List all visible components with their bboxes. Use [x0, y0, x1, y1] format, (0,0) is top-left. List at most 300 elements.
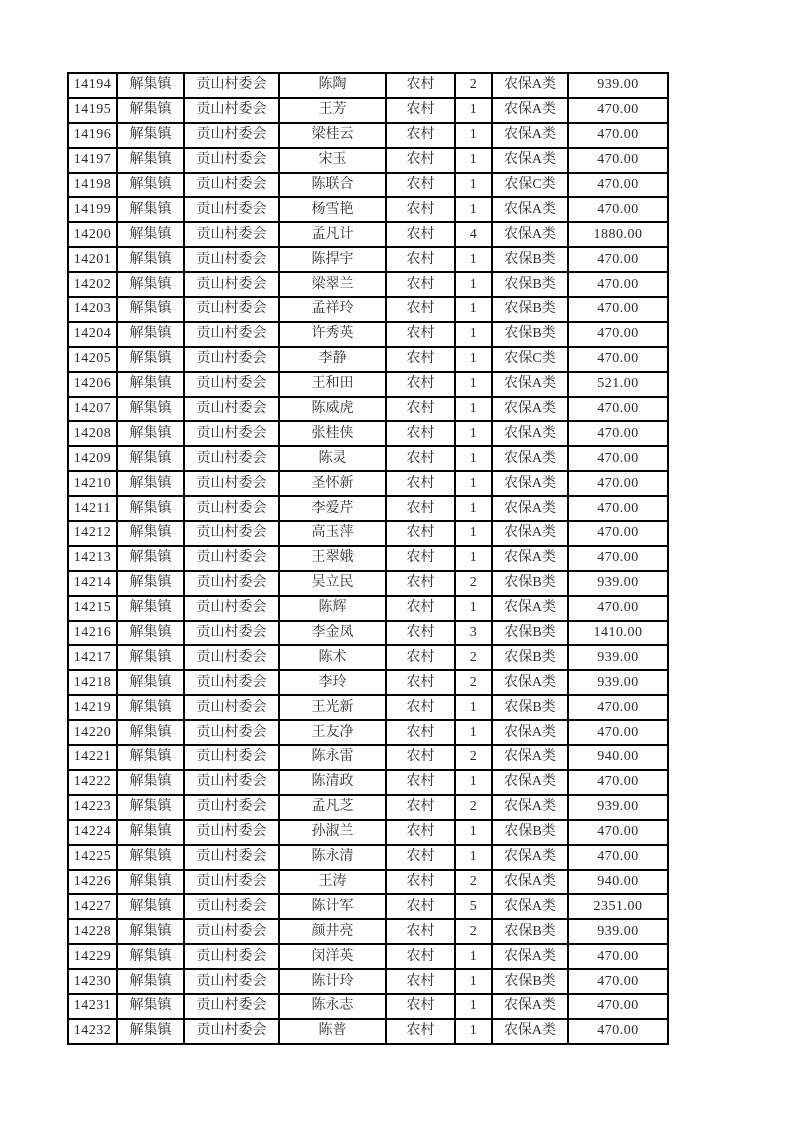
cell-village: 贡山村委会: [184, 471, 279, 496]
cell-amount: 470.00: [568, 994, 668, 1019]
cell-village: 贡山村委会: [184, 123, 279, 148]
cell-count: 1: [455, 173, 492, 198]
cell-town: 解集镇: [117, 969, 184, 994]
cell-village: 贡山村委会: [184, 745, 279, 770]
cell-type: 农村: [386, 720, 455, 745]
cell-count: 2: [455, 670, 492, 695]
cell-type: 农村: [386, 795, 455, 820]
cell-id: 14204: [68, 322, 117, 347]
cell-category: 农保A类: [492, 894, 568, 919]
cell-category: 农保A类: [492, 496, 568, 521]
cell-amount: 470.00: [568, 1019, 668, 1044]
cell-name: 陈辉: [279, 596, 386, 621]
cell-type: 农村: [386, 571, 455, 596]
cell-type: 农村: [386, 919, 455, 944]
table-body: [68, 73, 668, 1044]
cell-count: 2: [455, 645, 492, 670]
cell-id: 14220: [68, 720, 117, 745]
cell-village: 贡山村委会: [184, 496, 279, 521]
cell-town: 解集镇: [117, 795, 184, 820]
cell-category: 农保B类: [492, 645, 568, 670]
cell-name: 孙淑兰: [279, 820, 386, 845]
table-row: [68, 1019, 668, 1044]
cell-name: 陈捍宇: [279, 247, 386, 272]
cell-id: 14212: [68, 521, 117, 546]
cell-village: 贡山村委会: [184, 372, 279, 397]
cell-village: 贡山村委会: [184, 347, 279, 372]
cell-category: 农保A类: [492, 770, 568, 795]
cell-name: 李金凤: [279, 621, 386, 646]
table-row: [68, 745, 668, 770]
cell-id: 14224: [68, 820, 117, 845]
cell-id: 14203: [68, 297, 117, 322]
cell-amount: 939.00: [568, 795, 668, 820]
cell-town: 解集镇: [117, 720, 184, 745]
cell-id: 14214: [68, 571, 117, 596]
cell-village: 贡山村委会: [184, 870, 279, 895]
cell-count: 1: [455, 969, 492, 994]
cell-count: 1: [455, 322, 492, 347]
cell-id: 14222: [68, 770, 117, 795]
cell-village: 贡山村委会: [184, 969, 279, 994]
cell-amount: 521.00: [568, 372, 668, 397]
cell-village: 贡山村委会: [184, 197, 279, 222]
cell-id: 14205: [68, 347, 117, 372]
cell-amount: 939.00: [568, 919, 668, 944]
cell-type: 农村: [386, 496, 455, 521]
cell-count: 1: [455, 446, 492, 471]
cell-town: 解集镇: [117, 247, 184, 272]
cell-type: 农村: [386, 994, 455, 1019]
cell-amount: 470.00: [568, 720, 668, 745]
cell-id: 14218: [68, 670, 117, 695]
cell-category: 农保A类: [492, 546, 568, 571]
table-row: [68, 347, 668, 372]
cell-type: 农村: [386, 322, 455, 347]
table-row: [68, 820, 668, 845]
cell-village: 贡山村委会: [184, 247, 279, 272]
cell-id: 14221: [68, 745, 117, 770]
cell-type: 农村: [386, 222, 455, 247]
cell-name: 李爱芹: [279, 496, 386, 521]
cell-village: 贡山村委会: [184, 845, 279, 870]
cell-town: 解集镇: [117, 820, 184, 845]
cell-amount: 470.00: [568, 695, 668, 720]
table-row: [68, 98, 668, 123]
cell-type: 农村: [386, 770, 455, 795]
table-row: [68, 496, 668, 521]
cell-category: 农保A类: [492, 845, 568, 870]
cell-village: 贡山村委会: [184, 421, 279, 446]
cell-count: 1: [455, 421, 492, 446]
cell-type: 农村: [386, 695, 455, 720]
cell-village: 贡山村委会: [184, 148, 279, 173]
cell-id: 14223: [68, 795, 117, 820]
cell-village: 贡山村委会: [184, 944, 279, 969]
cell-name: 许秀英: [279, 322, 386, 347]
cell-town: 解集镇: [117, 421, 184, 446]
cell-category: 农保B类: [492, 247, 568, 272]
cell-village: 贡山村委会: [184, 272, 279, 297]
cell-amount: 470.00: [568, 446, 668, 471]
cell-count: 1: [455, 720, 492, 745]
cell-type: 农村: [386, 894, 455, 919]
cell-id: 14217: [68, 645, 117, 670]
cell-id: 14232: [68, 1019, 117, 1044]
table-row: [68, 372, 668, 397]
cell-town: 解集镇: [117, 272, 184, 297]
cell-category: 农保A类: [492, 521, 568, 546]
cell-amount: 2351.00: [568, 894, 668, 919]
table-row: [68, 645, 668, 670]
cell-name: 陈永雷: [279, 745, 386, 770]
cell-id: 14227: [68, 894, 117, 919]
cell-village: 贡山村委会: [184, 820, 279, 845]
cell-amount: 470.00: [568, 845, 668, 870]
cell-category: 农保B类: [492, 695, 568, 720]
cell-count: 1: [455, 845, 492, 870]
cell-amount: 470.00: [568, 98, 668, 123]
cell-id: 14213: [68, 546, 117, 571]
cell-town: 解集镇: [117, 670, 184, 695]
table-row: [68, 596, 668, 621]
cell-category: 农保B类: [492, 272, 568, 297]
cell-count: 1: [455, 944, 492, 969]
cell-name: 陈永清: [279, 845, 386, 870]
cell-amount: 470.00: [568, 272, 668, 297]
cell-count: 2: [455, 795, 492, 820]
cell-count: 1: [455, 596, 492, 621]
cell-name: 高玉萍: [279, 521, 386, 546]
cell-category: 农保B类: [492, 820, 568, 845]
cell-name: 闵洋英: [279, 944, 386, 969]
cell-type: 农村: [386, 596, 455, 621]
cell-category: 农保B类: [492, 919, 568, 944]
table-row: [68, 123, 668, 148]
cell-village: 贡山村委会: [184, 571, 279, 596]
cell-name: 王和田: [279, 372, 386, 397]
table-row: [68, 994, 668, 1019]
cell-town: 解集镇: [117, 496, 184, 521]
cell-id: 14219: [68, 695, 117, 720]
cell-amount: 470.00: [568, 421, 668, 446]
cell-town: 解集镇: [117, 148, 184, 173]
cell-id: 14231: [68, 994, 117, 1019]
cell-type: 农村: [386, 297, 455, 322]
cell-name: 陈计玲: [279, 969, 386, 994]
table-row: [68, 919, 668, 944]
cell-town: 解集镇: [117, 596, 184, 621]
cell-id: 14198: [68, 173, 117, 198]
cell-amount: 470.00: [568, 347, 668, 372]
table-row: [68, 870, 668, 895]
cell-name: 王翠娥: [279, 546, 386, 571]
cell-name: 梁翠兰: [279, 272, 386, 297]
cell-name: 陈计军: [279, 894, 386, 919]
cell-name: 王光新: [279, 695, 386, 720]
cell-type: 农村: [386, 670, 455, 695]
cell-amount: 470.00: [568, 297, 668, 322]
cell-amount: 470.00: [568, 944, 668, 969]
cell-category: 农保B类: [492, 297, 568, 322]
cell-name: 杨雪艳: [279, 197, 386, 222]
cell-id: 14208: [68, 421, 117, 446]
cell-village: 贡山村委会: [184, 994, 279, 1019]
cell-town: 解集镇: [117, 123, 184, 148]
cell-village: 贡山村委会: [184, 521, 279, 546]
cell-id: 14226: [68, 870, 117, 895]
cell-name: 王友净: [279, 720, 386, 745]
cell-type: 农村: [386, 820, 455, 845]
cell-town: 解集镇: [117, 546, 184, 571]
cell-type: 农村: [386, 521, 455, 546]
cell-id: 14229: [68, 944, 117, 969]
cell-town: 解集镇: [117, 73, 184, 98]
cell-amount: 470.00: [568, 148, 668, 173]
cell-type: 农村: [386, 870, 455, 895]
cell-name: 陈联合: [279, 173, 386, 198]
cell-amount: 939.00: [568, 645, 668, 670]
cell-count: 1: [455, 272, 492, 297]
cell-category: 农保C类: [492, 347, 568, 372]
cell-town: 解集镇: [117, 397, 184, 422]
cell-town: 解集镇: [117, 222, 184, 247]
cell-type: 农村: [386, 347, 455, 372]
cell-type: 农村: [386, 397, 455, 422]
cell-category: 农保A类: [492, 670, 568, 695]
cell-village: 贡山村委会: [184, 322, 279, 347]
cell-name: 张桂侠: [279, 421, 386, 446]
cell-town: 解集镇: [117, 994, 184, 1019]
cell-category: 农保B类: [492, 969, 568, 994]
cell-count: 1: [455, 521, 492, 546]
cell-type: 农村: [386, 621, 455, 646]
cell-type: 农村: [386, 73, 455, 98]
cell-id: 14196: [68, 123, 117, 148]
cell-type: 农村: [386, 1019, 455, 1044]
cell-count: 1: [455, 98, 492, 123]
cell-id: 14200: [68, 222, 117, 247]
cell-id: 14228: [68, 919, 117, 944]
cell-name: 王芳: [279, 98, 386, 123]
cell-category: 农保C类: [492, 173, 568, 198]
cell-town: 解集镇: [117, 894, 184, 919]
cell-town: 解集镇: [117, 471, 184, 496]
cell-village: 贡山村委会: [184, 73, 279, 98]
table-row: [68, 421, 668, 446]
cell-category: 农保A类: [492, 222, 568, 247]
cell-type: 农村: [386, 645, 455, 670]
table-row: [68, 795, 668, 820]
cell-count: 2: [455, 919, 492, 944]
cell-amount: 939.00: [568, 670, 668, 695]
cell-amount: 940.00: [568, 870, 668, 895]
cell-type: 农村: [386, 247, 455, 272]
cell-name: 陈永志: [279, 994, 386, 1019]
cell-name: 陈清政: [279, 770, 386, 795]
cell-amount: 470.00: [568, 247, 668, 272]
cell-amount: 939.00: [568, 571, 668, 596]
cell-village: 贡山村委会: [184, 695, 279, 720]
cell-category: 农保A类: [492, 123, 568, 148]
cell-id: 14216: [68, 621, 117, 646]
table-row: [68, 969, 668, 994]
cell-village: 贡山村委会: [184, 222, 279, 247]
cell-count: 1: [455, 994, 492, 1019]
cell-category: 农保A类: [492, 994, 568, 1019]
table-row: [68, 322, 668, 347]
cell-village: 贡山村委会: [184, 894, 279, 919]
cell-village: 贡山村委会: [184, 795, 279, 820]
cell-amount: 470.00: [568, 969, 668, 994]
cell-amount: 470.00: [568, 596, 668, 621]
cell-category: 农保B类: [492, 571, 568, 596]
cell-type: 农村: [386, 148, 455, 173]
cell-type: 农村: [386, 98, 455, 123]
cell-amount: 470.00: [568, 521, 668, 546]
cell-type: 农村: [386, 745, 455, 770]
cell-town: 解集镇: [117, 372, 184, 397]
table-row: [68, 845, 668, 870]
cell-type: 农村: [386, 123, 455, 148]
cell-village: 贡山村委会: [184, 1019, 279, 1044]
cell-name: 吴立民: [279, 571, 386, 596]
cell-town: 解集镇: [117, 745, 184, 770]
cell-count: 1: [455, 496, 492, 521]
cell-name: 宋玉: [279, 148, 386, 173]
pension-roster-table: [67, 72, 669, 1045]
cell-count: 2: [455, 571, 492, 596]
cell-amount: 470.00: [568, 546, 668, 571]
cell-name: 陈灵: [279, 446, 386, 471]
cell-amount: 1880.00: [568, 222, 668, 247]
table-row: [68, 521, 668, 546]
table-row: [68, 446, 668, 471]
cell-category: 农保A类: [492, 397, 568, 422]
cell-category: 农保A类: [492, 745, 568, 770]
table-row: [68, 397, 668, 422]
cell-id: 14225: [68, 845, 117, 870]
cell-id: 14197: [68, 148, 117, 173]
cell-id: 14201: [68, 247, 117, 272]
cell-amount: 470.00: [568, 471, 668, 496]
cell-town: 解集镇: [117, 347, 184, 372]
cell-town: 解集镇: [117, 770, 184, 795]
cell-name: 颜井亮: [279, 919, 386, 944]
cell-type: 农村: [386, 197, 455, 222]
cell-category: 农保A类: [492, 944, 568, 969]
cell-type: 农村: [386, 969, 455, 994]
cell-id: 14207: [68, 397, 117, 422]
cell-town: 解集镇: [117, 621, 184, 646]
cell-amount: 470.00: [568, 820, 668, 845]
cell-category: 农保A类: [492, 197, 568, 222]
cell-amount: 940.00: [568, 745, 668, 770]
cell-name: 孟祥玲: [279, 297, 386, 322]
cell-count: 1: [455, 297, 492, 322]
table-row: [68, 571, 668, 596]
cell-category: 农保A类: [492, 1019, 568, 1044]
cell-town: 解集镇: [117, 944, 184, 969]
cell-type: 农村: [386, 372, 455, 397]
cell-id: 14209: [68, 446, 117, 471]
table-row: [68, 173, 668, 198]
cell-town: 解集镇: [117, 645, 184, 670]
cell-id: 14210: [68, 471, 117, 496]
cell-town: 解集镇: [117, 919, 184, 944]
cell-type: 农村: [386, 471, 455, 496]
cell-count: 1: [455, 397, 492, 422]
cell-count: 1: [455, 770, 492, 795]
cell-village: 贡山村委会: [184, 173, 279, 198]
cell-name: 王涛: [279, 870, 386, 895]
table-row: [68, 247, 668, 272]
cell-type: 农村: [386, 944, 455, 969]
cell-id: 14199: [68, 197, 117, 222]
cell-id: 14202: [68, 272, 117, 297]
cell-count: 1: [455, 123, 492, 148]
cell-amount: 470.00: [568, 123, 668, 148]
table-row: [68, 148, 668, 173]
table-row: [68, 894, 668, 919]
cell-count: 1: [455, 197, 492, 222]
cell-type: 农村: [386, 845, 455, 870]
table-row: [68, 73, 668, 98]
cell-type: 农村: [386, 421, 455, 446]
cell-count: 2: [455, 870, 492, 895]
cell-town: 解集镇: [117, 870, 184, 895]
table-row: [68, 770, 668, 795]
table-row: [68, 222, 668, 247]
cell-id: 14194: [68, 73, 117, 98]
cell-town: 解集镇: [117, 98, 184, 123]
cell-town: 解集镇: [117, 297, 184, 322]
cell-count: 2: [455, 745, 492, 770]
table-row: [68, 471, 668, 496]
cell-name: 梁桂云: [279, 123, 386, 148]
cell-name: 陈普: [279, 1019, 386, 1044]
cell-category: 农保A类: [492, 446, 568, 471]
cell-name: 李玲: [279, 670, 386, 695]
cell-count: 1: [455, 820, 492, 845]
table-row: [68, 297, 668, 322]
cell-count: 1: [455, 148, 492, 173]
table-row: [68, 621, 668, 646]
cell-category: 农保A类: [492, 372, 568, 397]
cell-category: 农保A类: [492, 421, 568, 446]
cell-category: 农保B类: [492, 322, 568, 347]
table-row: [68, 197, 668, 222]
cell-amount: 470.00: [568, 322, 668, 347]
cell-id: 14230: [68, 969, 117, 994]
cell-category: 农保B类: [492, 621, 568, 646]
table-row: [68, 272, 668, 297]
table-row: [68, 670, 668, 695]
cell-town: 解集镇: [117, 845, 184, 870]
cell-name: 陈术: [279, 645, 386, 670]
cell-amount: 470.00: [568, 197, 668, 222]
cell-category: 农保A类: [492, 720, 568, 745]
cell-category: 农保A类: [492, 795, 568, 820]
cell-village: 贡山村委会: [184, 596, 279, 621]
cell-amount: 939.00: [568, 73, 668, 98]
cell-count: 4: [455, 222, 492, 247]
cell-category: 农保A类: [492, 870, 568, 895]
cell-name: 圣怀新: [279, 471, 386, 496]
cell-type: 农村: [386, 546, 455, 571]
cell-village: 贡山村委会: [184, 546, 279, 571]
cell-category: 农保A类: [492, 73, 568, 98]
